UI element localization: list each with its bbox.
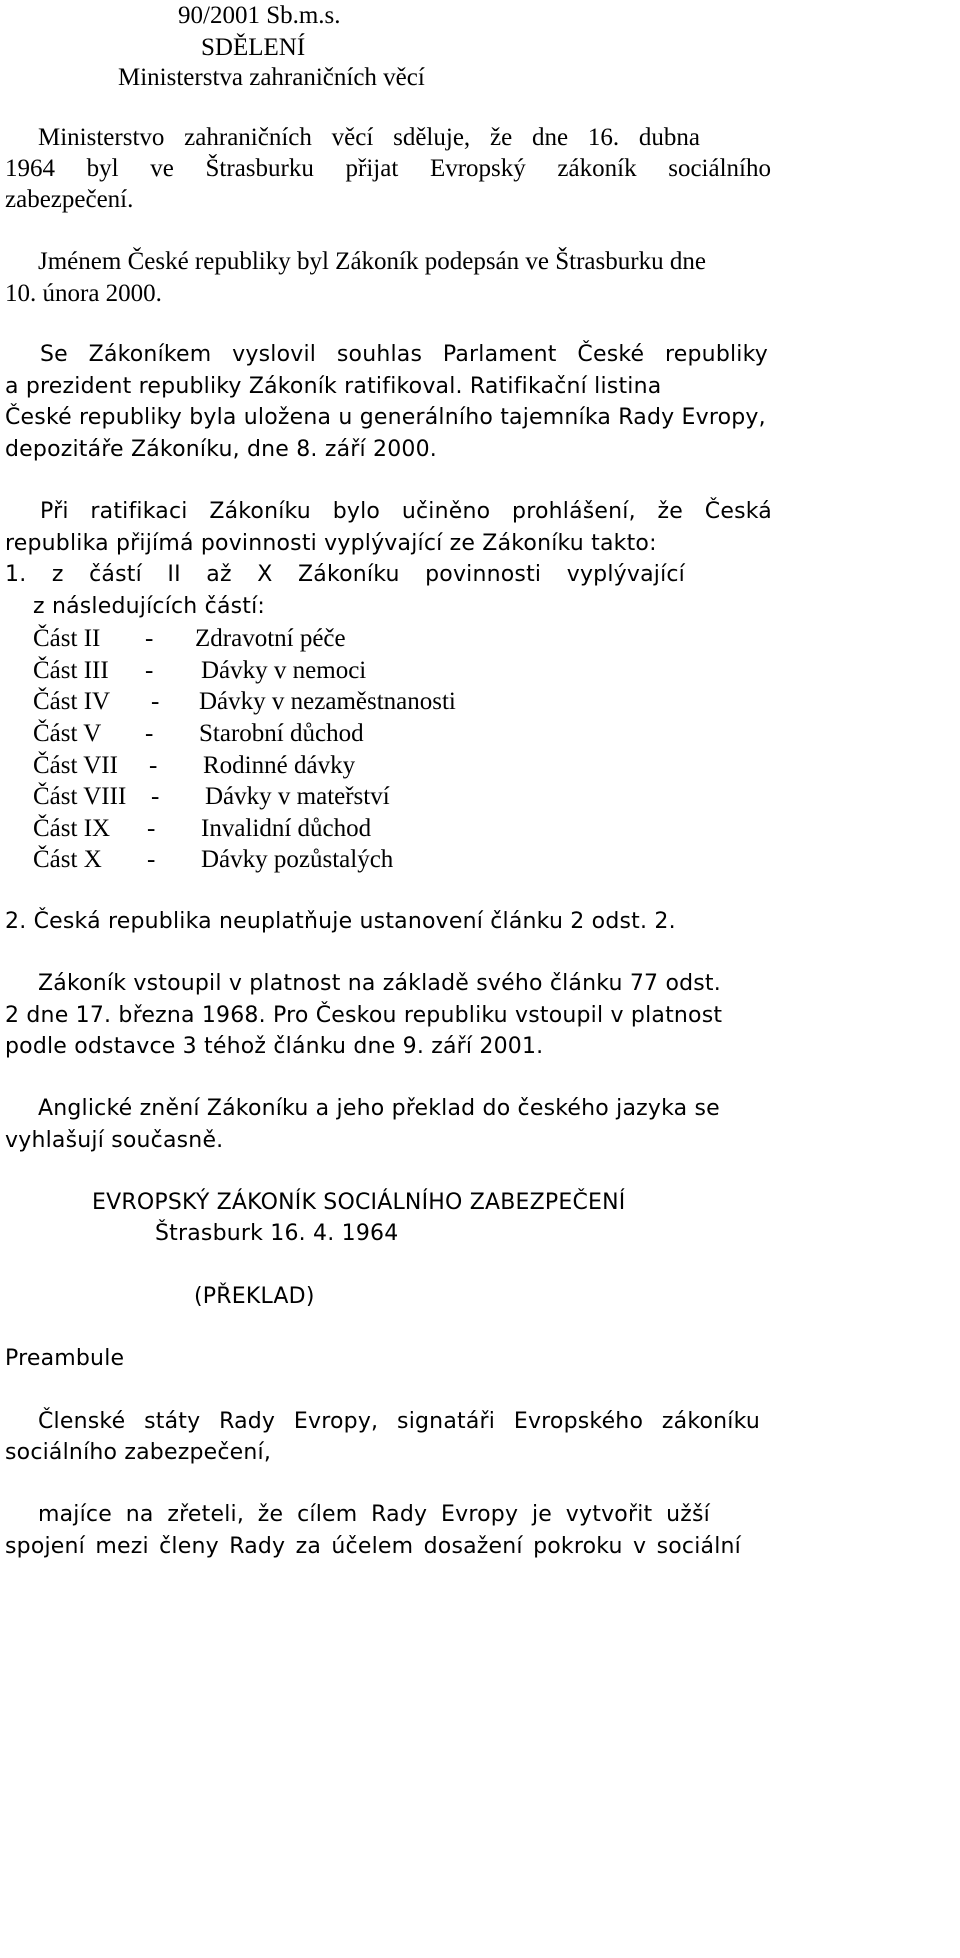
para4-line-3: 1. z částí II až X Zákoníku povinnosti vyplývající	[5, 562, 685, 587]
code-title: EVROPSKÝ ZÁKONÍK SOCIÁLNÍHO ZABEZPEČENÍ	[92, 1190, 626, 1215]
document-number: 90/2001 Sb.m.s.	[178, 2, 341, 29]
para4-line-1: Při ratifikaci Zákoníku bylo učiněno prohlášení, že Česká	[40, 499, 772, 524]
part-row	[33, 623, 346, 655]
part-name: Část V	[33, 720, 102, 747]
translation-note: (PŘEKLAD)	[194, 1284, 315, 1309]
para3-line-1: Se Zákoníkem vyslovil souhlas Parlament České republiky	[40, 342, 768, 367]
part-name: Část IX	[33, 815, 111, 842]
document-issuer: Ministerstva zahraničních věcí	[118, 64, 425, 91]
part-title: Dávky v nezaměstnanosti	[199, 688, 456, 715]
document-kind: SDĚLENÍ	[201, 34, 306, 61]
part-dash: -	[145, 625, 154, 652]
code-place-date: Štrasburk 16. 4. 1964	[155, 1221, 399, 1246]
part-row	[33, 750, 355, 782]
part-dash: -	[147, 846, 156, 873]
part-row	[33, 844, 393, 876]
para1-line-3: zabezpečení.	[5, 186, 134, 213]
para1-line-2: 1964 byl ve Štrasburku přijat Evropský zákoník sociálního	[5, 155, 771, 182]
para7-line-1: Členské státy Rady Evropy, signatáři Evropského zákoníku	[38, 1409, 760, 1434]
para3-line-4: depozitáře Zákoníku, dne 8. září 2000.	[5, 437, 437, 462]
para5-line-3: podle odstavce 3 téhož článku dne 9. září 2001.	[5, 1034, 544, 1059]
part-dash: -	[149, 752, 158, 779]
para3-line-3: České republiky byla uložena u generálního tajemníka Rady Evropy,	[5, 405, 766, 430]
part-dash: -	[151, 688, 160, 715]
part-name: Část VIII	[33, 783, 127, 810]
para8-line-1: majíce na zřeteli, že cílem Rady Evropy je vytvořit užší	[38, 1502, 710, 1527]
part-row	[33, 813, 371, 845]
para4-line-4: z následujících částí:	[33, 594, 266, 619]
para2-line-1: Jménem České republiky byl Zákoník podepsán ve Štrasburku dne	[38, 248, 706, 275]
para4-line-2: republika přijímá povinnosti vyplývající ze Zákoníku takto:	[5, 531, 657, 556]
para6-line-1: Anglické znění Zákoníku a jeho překlad do českého jazyka se	[38, 1096, 720, 1121]
part-dash: -	[151, 783, 160, 810]
preamble-heading: Preambule	[5, 1346, 125, 1371]
part-dash: -	[145, 657, 154, 684]
para2-line-2: 10. února 2000.	[5, 280, 162, 307]
para8-line-2: spojení mezi členy Rady za účelem dosažení pokroku v sociální	[5, 1534, 741, 1559]
para5-line-1: Zákoník vstoupil v platnost na základě svého článku 77 odst.	[38, 971, 721, 996]
para3-line-2: a prezident republiky Zákoník ratifikoval. Ratifikační listina	[5, 374, 662, 399]
part-title: Zdravotní péče	[195, 625, 346, 652]
part-title: Rodinné dávky	[203, 752, 356, 779]
para6-line-2: vyhlašují současně.	[5, 1128, 224, 1153]
part-name: Část IV	[33, 688, 111, 715]
part-name: Část VII	[33, 752, 118, 779]
para5-line-2: 2 dne 17. března 1968. Pro Českou republiku vstoupil v platnost	[5, 1003, 723, 1028]
part-title: Dávky v mateřství	[205, 783, 390, 810]
part-name: Část X	[33, 846, 102, 873]
part-row	[33, 686, 456, 718]
part-dash: -	[147, 815, 156, 842]
part-title: Starobní důchod	[199, 720, 364, 747]
para1-line-1: Ministerstvo zahraničních věcí sděluje, že dne 16. dubna	[38, 124, 700, 151]
part-name: Část III	[33, 657, 109, 684]
part-title: Dávky v nemoci	[201, 657, 367, 684]
part-title: Invalidní důchod	[201, 815, 372, 842]
part-row	[33, 718, 364, 750]
point-2: 2. Česká republika neuplatňuje ustanovení článku 2 odst. 2.	[5, 909, 676, 934]
para7-line-2: sociálního zabezpečení,	[5, 1440, 272, 1465]
part-row	[33, 655, 366, 687]
part-name: Část II	[33, 625, 101, 652]
part-row	[33, 781, 390, 813]
part-title: Dávky pozůstalých	[201, 846, 394, 873]
part-dash: -	[145, 720, 154, 747]
